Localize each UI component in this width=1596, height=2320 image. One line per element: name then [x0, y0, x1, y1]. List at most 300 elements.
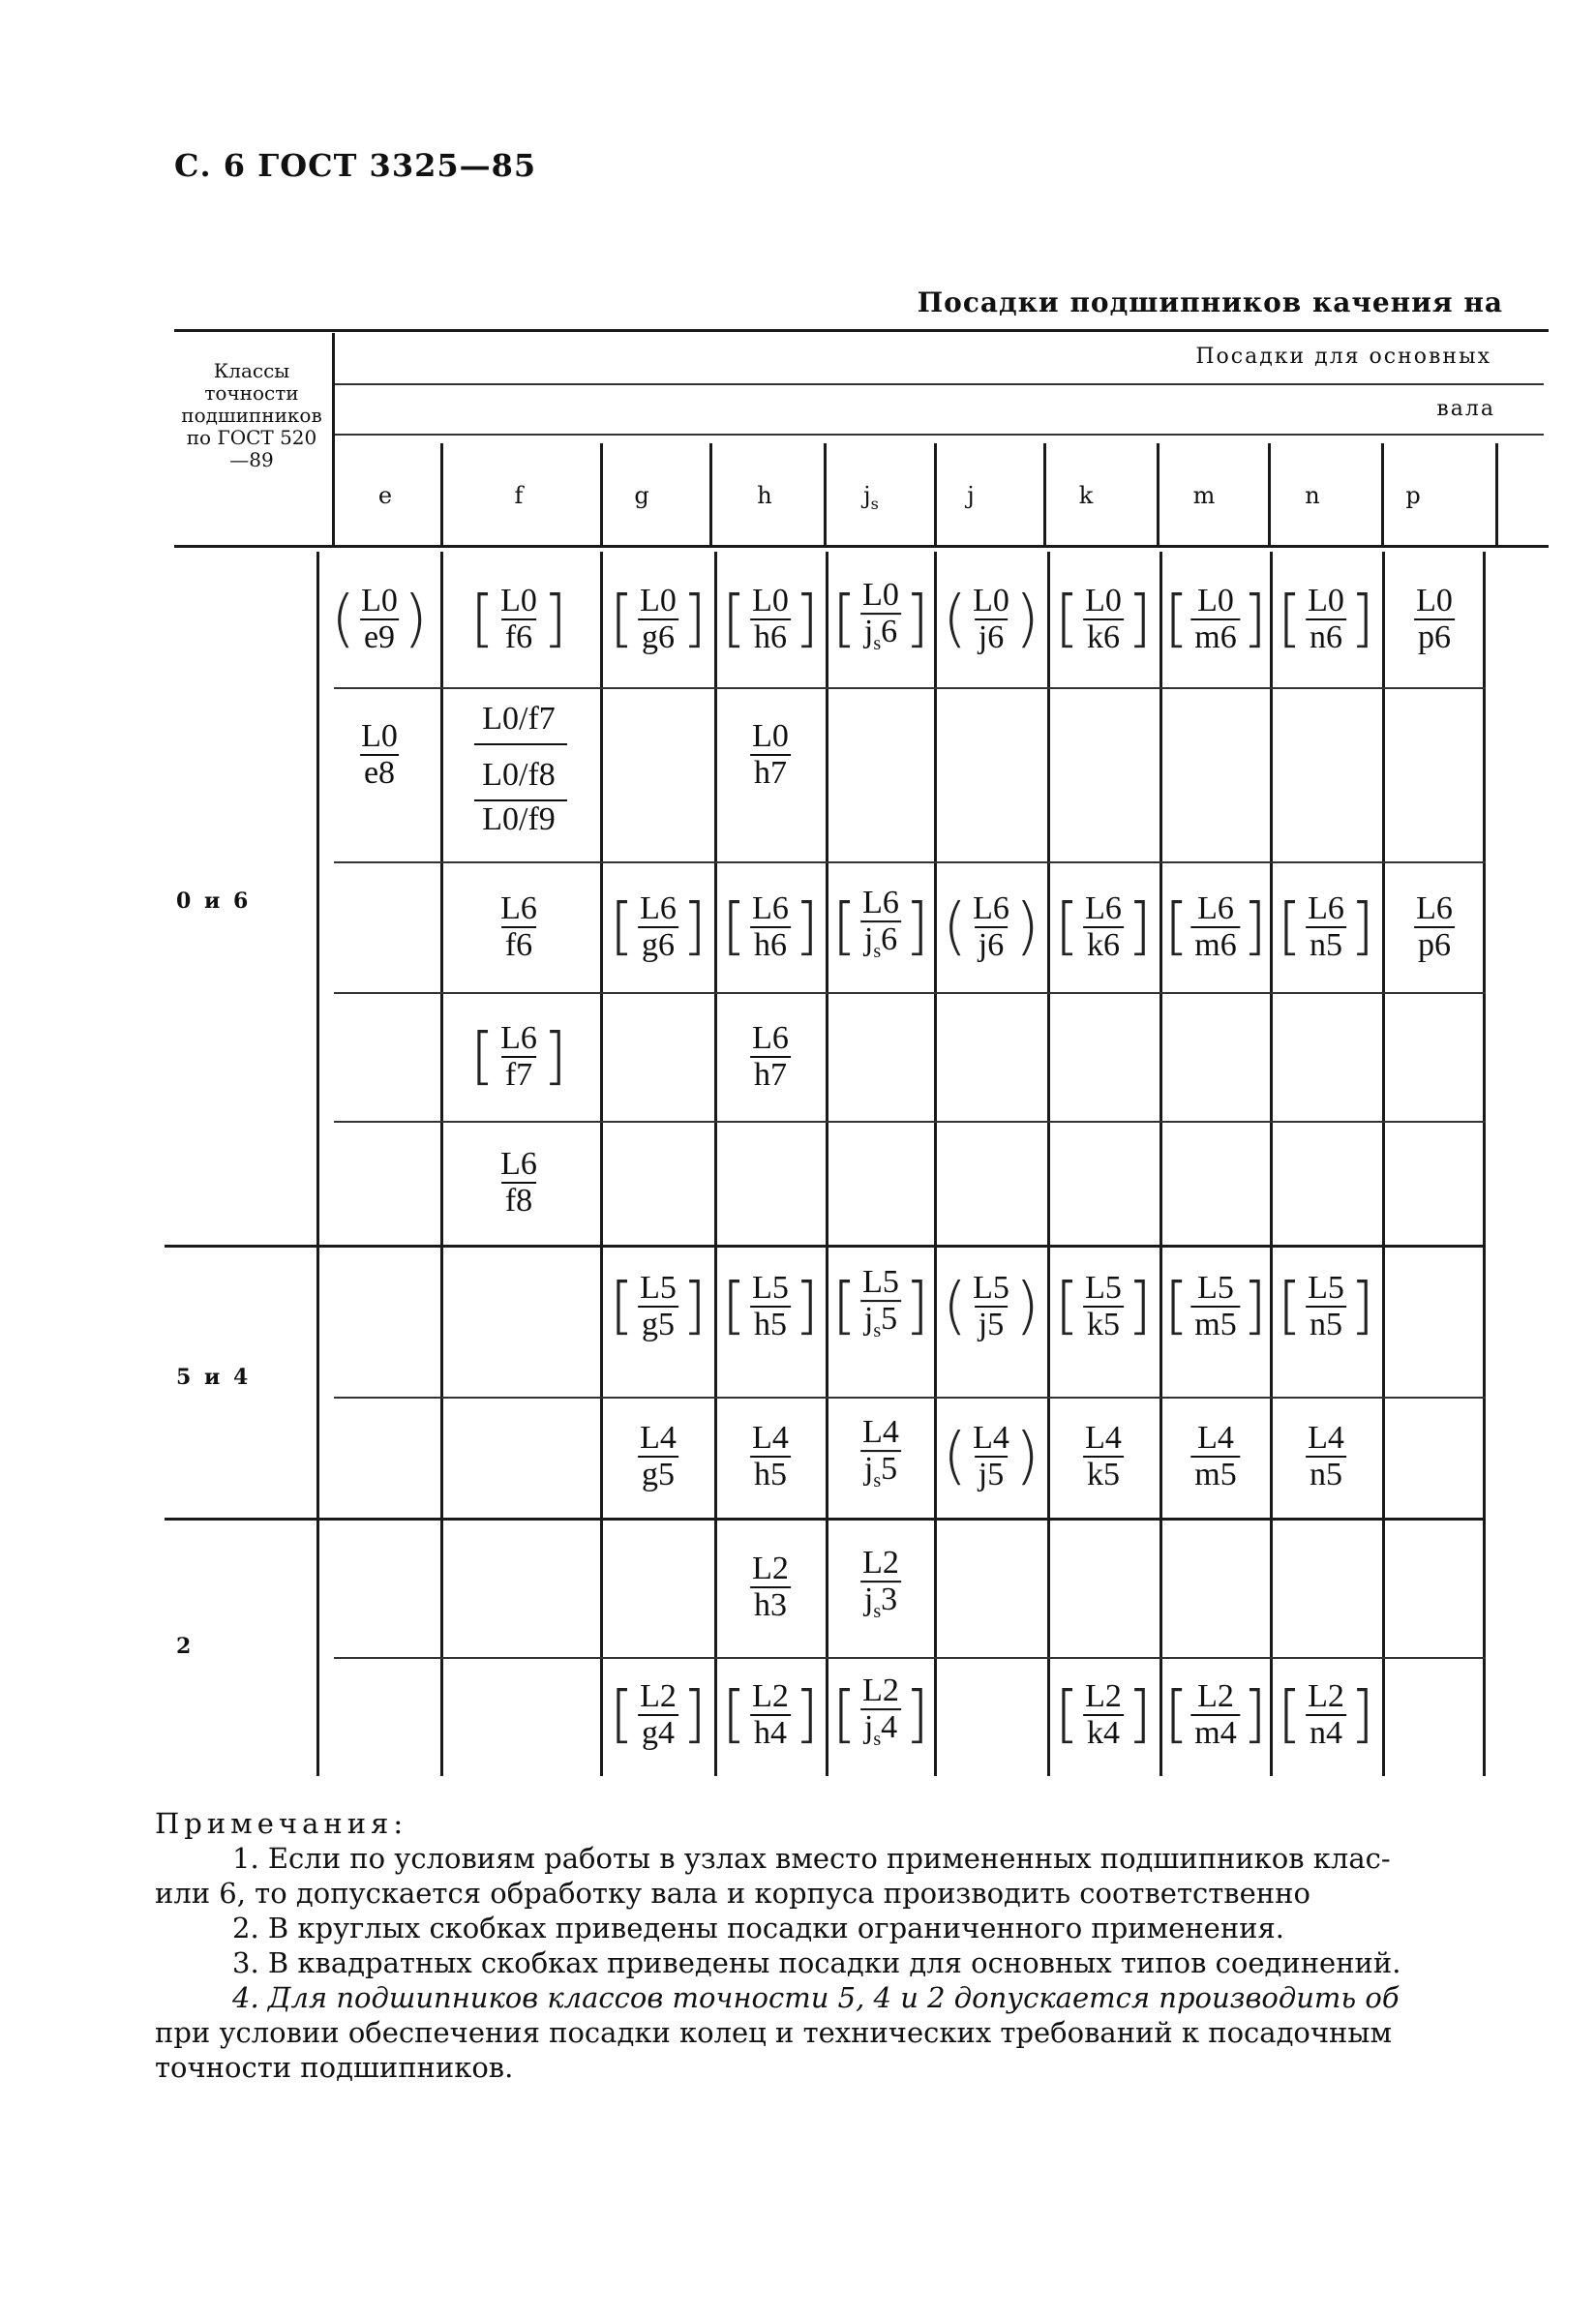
fit-shaft-tolerance: g5 — [638, 1456, 678, 1492]
fit-shaft-tolerance: p6 — [1414, 926, 1455, 963]
body-col-line — [1483, 552, 1486, 1776]
body-col-line — [934, 552, 937, 1776]
fit-shaft-tolerance: h4 — [750, 1714, 791, 1751]
note-4-line-3: точности подшипников. — [155, 2051, 514, 2084]
bracket-close: ) — [1014, 1421, 1039, 1492]
bracket-close: ] — [904, 890, 929, 963]
bracket-open: ( — [943, 891, 968, 963]
fit-L5-g5 — [610, 1271, 707, 1342]
fit-shaft-tolerance: j5 — [975, 1306, 1008, 1342]
fit-shaft-tolerance: h7 — [750, 754, 791, 791]
fit-L4-n5 — [1304, 1421, 1348, 1492]
fit-fraction — [1081, 584, 1126, 655]
fit-shaft-tolerance: m6 — [1190, 926, 1240, 963]
bracket-close: ) — [1014, 1271, 1039, 1342]
bracket-close: ] — [794, 1271, 819, 1342]
fit-ring-tolerance: L5 — [973, 1270, 1009, 1306]
fit-shaft-tolerance: h5 — [750, 1456, 791, 1492]
fit-ring-tolerance: L0 — [640, 583, 677, 618]
bracket-open: [ — [722, 1271, 747, 1342]
fit-L2-g4 — [610, 1679, 707, 1751]
fit-fraction — [748, 1421, 793, 1492]
fit-ring-tolerance: L4 — [1308, 1420, 1344, 1456]
bracket-close: ] — [904, 583, 929, 655]
fit-fraction — [1412, 584, 1457, 655]
bracket-open: [ — [1164, 1679, 1189, 1751]
fit-ring-tolerance: L4 — [1085, 1420, 1122, 1456]
classes-header: Классы точности подшипников по ГОСТ 520—89 — [181, 359, 322, 471]
col-header-h: h — [757, 482, 772, 509]
header-col-line — [709, 443, 712, 546]
fit-shaft-tolerance: m5 — [1190, 1306, 1240, 1342]
fit-ring-tolerance: L4 — [1197, 1420, 1234, 1456]
bracket-open: ( — [943, 1271, 968, 1342]
fit-ring-tolerance: L0 — [361, 718, 398, 754]
bracket-open: [ — [1055, 1679, 1080, 1751]
row-separator — [334, 1397, 1486, 1399]
row-separator — [334, 1121, 1486, 1123]
fit-ring-tolerance: L4 — [640, 1420, 677, 1456]
fit-L6-g6 — [610, 891, 707, 963]
fit-shaft-tolerance: h6 — [750, 926, 791, 963]
fit-fraction — [748, 719, 793, 791]
fit-ring-tolerance: L6 — [1197, 890, 1234, 926]
fit-ring-tolerance: L2 — [862, 1672, 899, 1709]
note-1-line-2: или 6, то допускается обработку вала и корпуса производить соответственно — [155, 1877, 1310, 1910]
col-header-js: $j_s$ — [863, 482, 879, 513]
note-3: 3. В квадратных скобках приведены посадки для основных типов соединений. — [232, 1946, 1401, 1979]
fit-fraction — [1304, 891, 1348, 963]
fit-shaft-tolerance: $j_s4$ — [860, 1708, 901, 1757]
fit-fraction — [748, 1552, 793, 1623]
fit-L6-m6 — [1164, 891, 1266, 963]
body-col-line — [1047, 552, 1050, 1776]
fit-ring-tolerance: L6 — [1416, 890, 1453, 926]
bracket-open: [ — [610, 1679, 635, 1751]
note-4-line-2: при условии обеспечения посадки колец и технических требований к посадочным — [155, 2016, 1393, 2049]
header-col-line — [1268, 443, 1271, 546]
fit-shaft-tolerance: e8 — [360, 754, 399, 791]
header-col-line — [440, 443, 443, 546]
fit-L4-k5 — [1081, 1421, 1126, 1492]
bracket-close: ] — [1242, 1679, 1267, 1751]
fit-fraction — [636, 1679, 680, 1751]
bracket-close: ] — [1127, 1271, 1152, 1342]
header-col-line — [1381, 443, 1384, 546]
bracket-open: [ — [832, 1678, 858, 1751]
header-col-line — [1157, 443, 1159, 546]
fit-ring-tolerance: L0 — [973, 583, 1009, 618]
fit-fraction — [969, 1421, 1013, 1492]
fit-L6-j6 — [943, 891, 1039, 963]
fit-L6-p6 — [1412, 891, 1457, 963]
note-4-line-1: 4. Для подшипников классов точности 5, 4 и 2 допускается производить об — [232, 1981, 1400, 2014]
fit-ring-tolerance: L6 — [500, 1146, 537, 1182]
fit-L6-js6 — [832, 886, 929, 969]
bracket-close: ] — [1127, 584, 1152, 655]
bracket-open: [ — [1278, 584, 1303, 655]
col-header-k: k — [1078, 482, 1094, 509]
group-separator — [165, 1518, 1486, 1521]
fit-shaft-tolerance: g5 — [638, 1306, 678, 1342]
fit-shaft-tolerance: $j_s6$ — [860, 920, 901, 969]
bracket-open: [ — [1278, 1271, 1303, 1342]
bracket-open: [ — [610, 891, 635, 963]
fit-ring-tolerance: L0 — [361, 583, 398, 618]
fit-fraction — [636, 891, 680, 963]
fit-ring-tolerance: L0 — [1197, 583, 1234, 618]
bracket-close: ] — [681, 584, 707, 655]
fit-ring-tolerance: L6 — [862, 885, 899, 921]
body-col-line — [316, 552, 319, 1776]
bracket-close: ] — [794, 1679, 819, 1751]
fit-ring-tolerance: L6 — [500, 890, 537, 926]
fit-ring-tolerance: L0 — [862, 577, 899, 614]
bracket-open: [ — [1278, 891, 1303, 963]
fit-L0-e8 — [357, 719, 402, 791]
fit-L0-j6 — [943, 584, 1039, 655]
fit-fraction — [1190, 1271, 1240, 1342]
fit-shaft-tolerance: $j_s6$ — [860, 613, 901, 661]
classes-column-divider — [332, 333, 335, 548]
col-header-g: g — [634, 482, 649, 509]
bracket-open: [ — [1055, 584, 1080, 655]
fit-ring-tolerance: L6 — [973, 890, 1009, 926]
bracket-close: ] — [904, 1678, 929, 1751]
fit-fraction — [1190, 1421, 1240, 1492]
fit-ring-tolerance: L5 — [640, 1270, 677, 1306]
fit-shaft-tolerance: g4 — [638, 1714, 678, 1751]
fit-L0-e9 — [331, 584, 428, 655]
fit-fraction — [357, 584, 402, 655]
fit-shaft-tolerance: m6 — [1190, 618, 1240, 655]
fit-L4-g5 — [636, 1421, 680, 1492]
body-col-line — [1159, 552, 1162, 1776]
fit-shaft-tolerance: h5 — [750, 1306, 791, 1342]
bracket-close: ] — [542, 1021, 567, 1093]
fit-L0-f7: L0/f7 — [482, 701, 556, 737]
fit-fraction — [969, 891, 1013, 963]
fit-L4-j5 — [943, 1421, 1039, 1492]
fit-fraction — [636, 1421, 680, 1492]
fit-ring-tolerance: L5 — [1308, 1270, 1344, 1306]
fit-ring-tolerance: L0 — [500, 583, 537, 618]
bracket-open: [ — [832, 583, 858, 655]
notes-title: Примечания: — [155, 1807, 408, 1840]
row-separator — [334, 687, 1486, 689]
fit-L6-k6 — [1055, 891, 1152, 963]
fit-shaft-tolerance: h7 — [750, 1056, 791, 1093]
fit-ring-tolerance: L2 — [1308, 1678, 1344, 1714]
fit-ring-tolerance: L0 — [752, 583, 789, 618]
fit-L6-f7 — [470, 1021, 567, 1093]
bracket-close: ] — [681, 891, 707, 963]
bracket-close: ] — [681, 1679, 707, 1751]
fit-shaft-tolerance: n5 — [1306, 1306, 1346, 1342]
fit-shaft-tolerance: g6 — [638, 618, 678, 655]
fit-fraction — [969, 1271, 1013, 1342]
fit-fraction — [858, 1415, 903, 1498]
group-separator — [165, 1245, 1486, 1248]
fit-L2-m4 — [1164, 1679, 1266, 1751]
fit-L0-h6 — [722, 584, 819, 655]
fit-shaft-tolerance: n6 — [1306, 618, 1346, 655]
fit-L5-m5 — [1164, 1271, 1266, 1342]
fit-ring-tolerance: L6 — [1085, 890, 1122, 926]
table-title: Посадки подшипников качения на — [917, 286, 1503, 318]
header-col-line — [1495, 443, 1498, 546]
bracket-close: ] — [1349, 584, 1374, 655]
col-header-j: j — [967, 482, 975, 509]
shaft-label: вала — [1436, 397, 1495, 421]
bracket-open: [ — [1055, 891, 1080, 963]
row-separator — [334, 1657, 1486, 1659]
fit-shaft-tolerance: h6 — [750, 618, 791, 655]
fit-fraction — [1081, 1421, 1126, 1492]
fit-fraction — [636, 584, 680, 655]
fit-shaft-tolerance: $j_s5$ — [860, 1450, 901, 1498]
bracket-close: ] — [794, 584, 819, 655]
fit-L0-p6 — [1412, 584, 1457, 655]
fit-shaft-tolerance: m5 — [1190, 1456, 1240, 1492]
fit-shaft-tolerance: k6 — [1083, 926, 1124, 963]
fit-fraction — [748, 584, 793, 655]
fit-ring-tolerance: L2 — [1197, 1678, 1234, 1714]
bracket-open: ( — [331, 584, 356, 655]
fit-fraction — [858, 578, 903, 661]
bracket-open: [ — [470, 584, 496, 655]
fit-L2-js3 — [858, 1546, 903, 1629]
header-col-line — [934, 443, 937, 546]
fit-L2-h3 — [748, 1552, 793, 1623]
bracket-close: ) — [403, 584, 428, 655]
body-col-line — [1270, 552, 1273, 1776]
shaft-rule — [334, 434, 1544, 436]
fit-shaft-tolerance: m4 — [1190, 1714, 1240, 1751]
fit-shaft-tolerance: h3 — [750, 1586, 791, 1623]
fit-ring-tolerance: L0 — [752, 718, 789, 754]
fit-shaft-tolerance: f7 — [501, 1056, 536, 1093]
fit-ring-tolerance: L5 — [862, 1264, 899, 1301]
bracket-open: [ — [470, 1021, 496, 1093]
fit-shaft-tolerance: n4 — [1306, 1714, 1346, 1751]
fit-shaft-tolerance: n5 — [1306, 926, 1346, 963]
fit-L4-m5 — [1190, 1421, 1240, 1492]
fit-L0-f9: L0/f9 — [482, 801, 556, 837]
fit-fraction — [1190, 1679, 1240, 1751]
col-header-e: e — [377, 482, 393, 509]
bracket-open: [ — [722, 1679, 747, 1751]
fit-fraction — [1304, 1679, 1348, 1751]
bracket-open: [ — [832, 1270, 858, 1342]
row-label-class-5-4: 5 и 4 — [176, 1365, 252, 1390]
fit-shaft-tolerance: k4 — [1083, 1714, 1124, 1751]
fit-L2-h4 — [722, 1679, 819, 1751]
fit-L0-m6 — [1164, 584, 1266, 655]
fit-shaft-tolerance: e9 — [360, 618, 399, 655]
fit-L2-k4 — [1055, 1679, 1152, 1751]
header-col-line — [824, 443, 827, 546]
fit-L0-f8: L0/f8 — [482, 757, 556, 793]
bracket-open: [ — [722, 584, 747, 655]
fit-L0-k6 — [1055, 584, 1152, 655]
fit-L0-h7 — [748, 719, 793, 791]
fit-ring-tolerance: L2 — [862, 1545, 899, 1582]
fit-fraction — [1304, 1421, 1348, 1492]
fit-shaft-tolerance: j6 — [975, 618, 1008, 655]
fit-fraction — [748, 1271, 793, 1342]
fit-shaft-tolerance: k6 — [1083, 618, 1124, 655]
body-col-line — [714, 552, 717, 1776]
fit-L0-g6 — [610, 584, 707, 655]
header-col-line — [600, 443, 603, 546]
fit-L4-js5 — [858, 1415, 903, 1498]
fit-fraction — [1190, 584, 1240, 655]
fit-ring-tolerance: L6 — [752, 1020, 789, 1056]
fit-fraction — [497, 891, 541, 963]
fit-fraction — [497, 584, 541, 655]
fit-shaft-tolerance: $j_s3$ — [860, 1581, 901, 1629]
bracket-open: ( — [943, 584, 968, 655]
header-bottom-rule — [174, 545, 1549, 548]
fit-ring-tolerance: L0 — [1416, 583, 1453, 618]
fit-fraction — [748, 1021, 793, 1093]
col-header-m: m — [1192, 482, 1216, 509]
note-1-line-1: 1. Если по условиям работы в узлах вместо примененных подшипников клас- — [232, 1842, 1391, 1875]
fit-ring-tolerance: L2 — [752, 1678, 789, 1714]
fit-shaft-tolerance: f6 — [501, 618, 536, 655]
fit-ring-tolerance: L4 — [752, 1420, 789, 1456]
fit-fraction — [497, 1021, 541, 1093]
col-header-n: n — [1305, 482, 1320, 509]
fit-shaft-tolerance: k5 — [1083, 1306, 1124, 1342]
body-col-line — [826, 552, 828, 1776]
bracket-close: ] — [1242, 891, 1267, 963]
fit-shaft-tolerance: p6 — [1414, 618, 1455, 655]
fit-shaft-tolerance: f6 — [501, 926, 536, 963]
fit-ring-tolerance: L0 — [1085, 583, 1122, 618]
bracket-open: [ — [610, 1271, 635, 1342]
bracket-close: ) — [1014, 891, 1039, 963]
fit-ring-tolerance: L5 — [1085, 1270, 1122, 1306]
row-label-class-0-6: 0 и 6 — [176, 889, 252, 914]
note-2: 2. В круглых скобках приведены посадки ограниченного применения. — [232, 1912, 1285, 1944]
bracket-close: ] — [681, 1271, 707, 1342]
fit-ring-tolerance: L6 — [752, 890, 789, 926]
fit-fraction — [1081, 1271, 1126, 1342]
body-col-line — [440, 552, 443, 1776]
bracket-open: ( — [943, 1421, 968, 1492]
bracket-open: [ — [1055, 1271, 1080, 1342]
fit-ring-tolerance: L4 — [862, 1414, 899, 1451]
bracket-open: [ — [1164, 584, 1189, 655]
fit-fraction — [858, 1546, 903, 1629]
fit-fraction — [1081, 891, 1126, 963]
fit-L6-h7 — [748, 1021, 793, 1093]
fit-ring-tolerance: L2 — [640, 1678, 677, 1714]
fit-shaft-tolerance: g6 — [638, 926, 678, 963]
page-header: С. 6 ГОСТ 3325—85 — [174, 147, 537, 184]
bracket-open: [ — [1278, 1679, 1303, 1751]
bracket-close: ] — [1242, 584, 1267, 655]
fit-L6-n5 — [1278, 891, 1374, 963]
bracket-close: ] — [1127, 1679, 1152, 1751]
bracket-close: ] — [1349, 891, 1374, 963]
fit-ring-tolerance: L0 — [1308, 583, 1344, 618]
fit-L5-h5 — [722, 1271, 819, 1342]
fit-ring-tolerance: L6 — [640, 890, 677, 926]
row-separator — [334, 992, 1486, 994]
bracket-close: ] — [1127, 891, 1152, 963]
fit-shaft-tolerance: $j_s5$ — [860, 1300, 901, 1348]
fit-L0-n6 — [1278, 584, 1374, 655]
fit-ring-tolerance: L4 — [973, 1420, 1009, 1456]
fit-ring-tolerance: L2 — [1085, 1678, 1122, 1714]
col-header-f: f — [514, 482, 524, 509]
bracket-close: ] — [1349, 1271, 1374, 1342]
bracket-open: [ — [610, 584, 635, 655]
bracket-open: [ — [1164, 891, 1189, 963]
fit-fraction — [1304, 1271, 1348, 1342]
bracket-close: ] — [1349, 1679, 1374, 1751]
subheader-rule — [334, 383, 1544, 385]
fit-fraction — [497, 1147, 541, 1219]
header-col-line — [1043, 443, 1046, 546]
fit-L6-f8 — [497, 1147, 541, 1219]
fit-fraction — [1304, 584, 1348, 655]
body-col-line — [600, 552, 603, 1776]
fit-L2-n4 — [1278, 1679, 1374, 1751]
col-header-p: p — [1405, 482, 1421, 509]
bracket-open: [ — [832, 890, 858, 963]
fit-shaft-tolerance: k5 — [1083, 1456, 1124, 1492]
bracket-close: ) — [1014, 584, 1039, 655]
fit-L0-f6 — [470, 584, 567, 655]
fit-ring-tolerance: L2 — [752, 1551, 789, 1586]
fit-shaft-tolerance: j6 — [975, 926, 1008, 963]
bracket-open: [ — [722, 891, 747, 963]
fit-shaft-tolerance: f8 — [501, 1182, 536, 1219]
table-top-rule — [174, 329, 1549, 332]
body-col-line — [1382, 552, 1385, 1776]
fit-L5-j5 — [943, 1271, 1039, 1342]
row-label-class-2: 2 — [176, 1634, 195, 1659]
fit-shaft-tolerance: n5 — [1306, 1456, 1346, 1492]
bracket-close: ] — [542, 584, 567, 655]
fit-fraction — [858, 1265, 903, 1348]
row-separator — [334, 861, 1486, 863]
fit-fraction — [748, 1679, 793, 1751]
fit-L6-f6 — [497, 891, 541, 963]
fit-fraction — [1081, 1679, 1126, 1751]
bracket-close: ] — [794, 891, 819, 963]
bracket-close: ] — [1242, 1271, 1267, 1342]
fit-L6-h6 — [722, 891, 819, 963]
notes-block — [155, 1806, 1510, 2085]
fit-L0-js6 — [832, 578, 929, 661]
fits-subheader: Посадки для основных — [1195, 345, 1491, 369]
fit-fraction — [1412, 891, 1457, 963]
fit-fraction — [748, 891, 793, 963]
fit-L4-h5 — [748, 1421, 793, 1492]
bracket-open: [ — [1164, 1271, 1189, 1342]
fit-ring-tolerance: L6 — [1308, 890, 1344, 926]
fit-fraction — [969, 584, 1013, 655]
fit-fraction — [636, 1271, 680, 1342]
fit-ring-tolerance: L5 — [752, 1270, 789, 1306]
fit-ring-tolerance: L6 — [500, 1020, 537, 1056]
fit-fraction — [357, 719, 402, 791]
